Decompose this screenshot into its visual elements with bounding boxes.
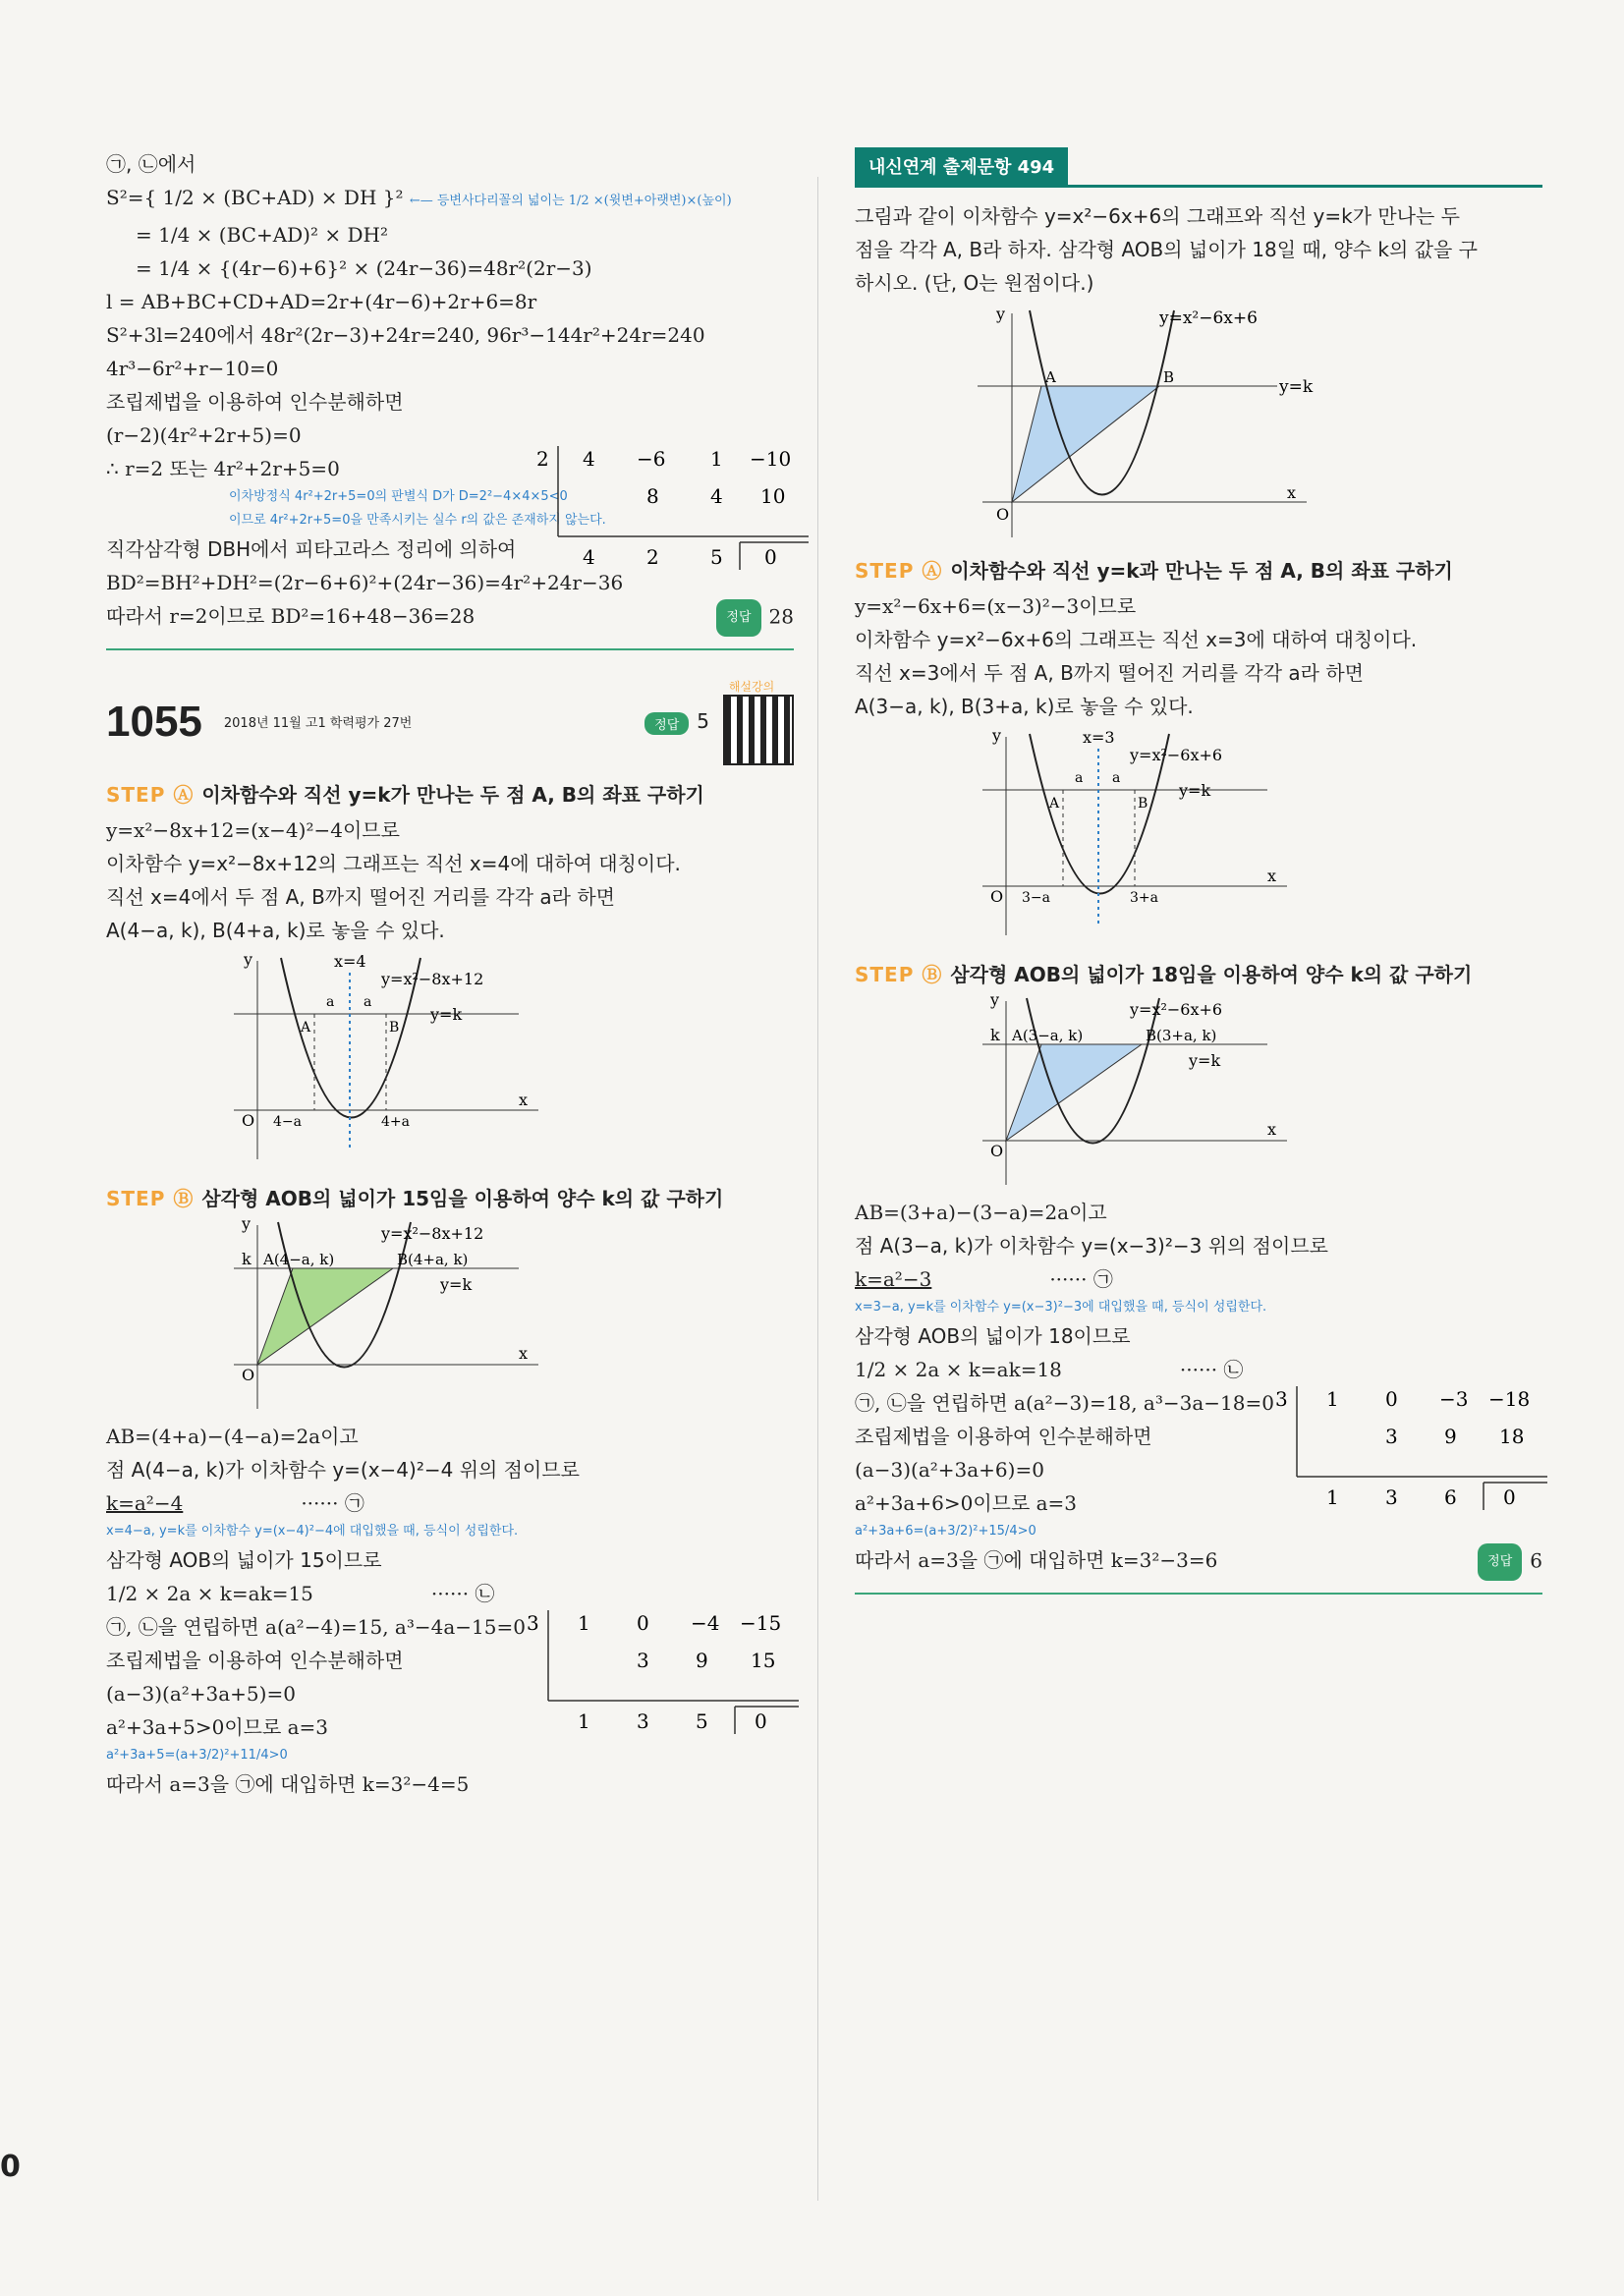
tick-label: 3+a bbox=[1130, 890, 1158, 906]
tick-label: 4+a bbox=[381, 1114, 410, 1130]
graph-symmetry-figure bbox=[224, 953, 548, 1169]
point-a-label: A(3−a, k) bbox=[1012, 1027, 1084, 1044]
step-tag: STEP Ⓑ bbox=[855, 963, 943, 986]
text-line: (r−2)(4r²+2r+5)=0 bbox=[106, 423, 302, 447]
text-line: ㉠, ㉡에서 bbox=[106, 152, 196, 176]
graph-triangle-figure bbox=[224, 1217, 548, 1414]
distance-label: a bbox=[1075, 770, 1084, 786]
line-label: y=k bbox=[430, 1005, 463, 1024]
step-b-heading bbox=[106, 1183, 794, 1211]
cell: 0 bbox=[1385, 1387, 1398, 1411]
origin-label: O bbox=[996, 505, 1010, 524]
text-line: l = AB+BC+CD+AD=2r+(4r−6)+2r+6=8r bbox=[106, 290, 537, 313]
text-line: (a−3)(a²+3a+6)=0 bbox=[855, 1458, 1044, 1482]
answer-badge: 정답 bbox=[1478, 1543, 1522, 1581]
cell: 3 bbox=[1385, 1485, 1398, 1509]
text-line: 점 A(3−a, k)가 이차함수 y=(x−3)²−3 위의 점이므로 bbox=[855, 1234, 1328, 1258]
text-line: 직각삼각형 DBH에서 피타고라스 정리에 의하여 bbox=[106, 537, 517, 561]
synthetic-division-1 bbox=[529, 442, 813, 570]
text-line: ∴ r=2 또는 4r²+2r+5=0 bbox=[106, 457, 340, 480]
cell: 5 bbox=[710, 545, 723, 569]
divisor: 3 bbox=[1275, 1387, 1288, 1411]
tick-label: 4−a bbox=[273, 1114, 302, 1130]
note: a²+3a+5=(a+3/2)²+11/4>0 bbox=[106, 1748, 288, 1763]
text-line: 4r³−6r²+r−10=0 bbox=[106, 357, 279, 380]
line-label: y=k bbox=[440, 1275, 473, 1294]
cell: 3 bbox=[1385, 1425, 1398, 1448]
point-a-label: A bbox=[1045, 368, 1056, 386]
cell: 4 bbox=[710, 484, 723, 508]
axis-label: y bbox=[242, 1217, 252, 1233]
synthetic-division-2 bbox=[519, 1606, 804, 1734]
step-title: 삼각형 AOB의 넓이가 18임을 이용하여 양수 k의 값 구하기 bbox=[950, 963, 1473, 986]
text-line: 조립제법을 이용하여 인수분해하면 bbox=[106, 1649, 404, 1672]
step-title: 이차함수와 직선 y=k가 만나는 두 점 A, B의 좌표 구하기 bbox=[201, 783, 704, 807]
point-a-label: A bbox=[301, 1020, 311, 1036]
cell: 8 bbox=[646, 484, 659, 508]
text-line: y=x²−6x+6=(x−3)²−3이므로 bbox=[855, 594, 1137, 618]
curve-label: y=x²−8x+12 bbox=[381, 1224, 484, 1243]
cell: 3 bbox=[637, 1709, 649, 1733]
step-a-heading bbox=[106, 779, 794, 808]
text-line: 이차함수 y=x²−6x+6의 그래프는 직선 x=3에 대하여 대칭이다. bbox=[855, 628, 1418, 651]
text-line: 직선 x=3에서 두 점 A, B까지 떨어진 거리를 각각 a라 하면 bbox=[855, 661, 1364, 685]
text-line: k=a²−3 ······ ㉠ bbox=[855, 1267, 1113, 1291]
line-label: y=k bbox=[1189, 1051, 1221, 1070]
cell: −4 bbox=[691, 1611, 720, 1635]
text-line: 직선 x=4에서 두 점 A, B까지 떨어진 거리를 각각 a라 하면 bbox=[106, 885, 615, 909]
text-line: 따라서 r=2이므로 BD²=16+48−36=28 정답 28 bbox=[106, 599, 794, 633]
cell: 0 bbox=[764, 545, 777, 569]
line-label: y=k bbox=[1279, 377, 1314, 397]
note: 이므로 4r²+2r+5=0을 만족시키는 실수 r의 값은 존재하지 않는다. bbox=[229, 513, 606, 528]
cell: 0 bbox=[755, 1709, 767, 1733]
text-line: AB=(3+a)−(3−a)=2a이고 bbox=[855, 1201, 1107, 1224]
text-line: k=a²−4 ······ ㉠ bbox=[106, 1491, 364, 1515]
question-line: 하시오. (단, O는 원점이다.) bbox=[855, 271, 1094, 295]
naesin-badge: 내신연계 출제문항 494 bbox=[855, 147, 1068, 185]
text-line: ㉠, ㉡을 연립하면 a(a²−3)=18, a³−3a−18=0 bbox=[855, 1391, 1274, 1415]
cell: 2 bbox=[646, 545, 659, 569]
text-line: ㉠, ㉡을 연립하면 a(a²−4)=15, a³−4a−15=0 bbox=[106, 1615, 526, 1639]
point-b-label: B(4+a, k) bbox=[397, 1251, 469, 1268]
k-label: k bbox=[990, 1026, 1000, 1044]
section-rule bbox=[106, 648, 794, 650]
step-tag: STEP Ⓐ bbox=[106, 783, 195, 807]
text-line: 따라서 a=3을 ㉠에 대입하면 k=3²−3=6 정답 6 bbox=[855, 1543, 1542, 1577]
origin-label: O bbox=[242, 1111, 255, 1130]
axis-label: y bbox=[244, 953, 253, 969]
cell: 0 bbox=[637, 1611, 649, 1635]
text-line: a²+3a+5>0이므로 a=3 bbox=[106, 1715, 329, 1739]
cell: −10 bbox=[750, 447, 792, 471]
answer-badge: 정답 bbox=[716, 599, 760, 637]
text-line: y=x²−8x+12=(x−4)²−4이므로 bbox=[106, 818, 400, 842]
cell: 15 bbox=[751, 1649, 776, 1672]
badge-rule bbox=[855, 185, 1542, 188]
note: x=4−a, y=k를 이차함수 y=(x−4)²−4에 대입했을 때, 등식이 성립한다. bbox=[106, 1524, 519, 1539]
note: a²+3a+6=(a+3/2)²+15/4>0 bbox=[855, 1524, 1036, 1539]
point-b-label: B bbox=[1138, 796, 1148, 812]
question-figure bbox=[973, 306, 1326, 541]
text-line: 따라서 a=3을 ㉠에 대입하면 k=3²−4=5 bbox=[106, 1772, 470, 1796]
qr-lecture[interactable] bbox=[709, 678, 794, 765]
point-b-label: B bbox=[1163, 368, 1175, 386]
cell: 1 bbox=[710, 447, 723, 471]
cell: 1 bbox=[578, 1709, 590, 1733]
curve-label: y=x²−6x+6 bbox=[1159, 308, 1258, 328]
step-tag: STEP Ⓐ bbox=[855, 559, 943, 583]
answer-badge: 정답 bbox=[644, 712, 689, 735]
text-line: BD²=BH²+DH²=(2r−6+6)²+(24r−36)=4r²+24r−36 bbox=[106, 571, 624, 594]
divisor: 3 bbox=[527, 1611, 539, 1635]
step-a-heading bbox=[855, 555, 1542, 584]
cell: −3 bbox=[1439, 1387, 1469, 1411]
cell: 6 bbox=[1444, 1485, 1457, 1509]
graph-symmetry-figure bbox=[973, 729, 1297, 945]
symmetry-label: x=3 bbox=[1083, 729, 1115, 747]
step-title: 삼각형 AOB의 넓이가 15임을 이용하여 양수 k의 값 구하기 bbox=[201, 1187, 724, 1210]
cell: −18 bbox=[1488, 1387, 1531, 1411]
distance-label: a bbox=[1112, 770, 1121, 786]
text-line: = 1/4 × (BC+AD)² × DH² bbox=[136, 223, 388, 247]
text-line: 삼각형 AOB의 넓이가 18이므로 bbox=[855, 1324, 1131, 1348]
text-line: A(3−a, k), B(3+a, k)로 놓을 수 있다. bbox=[855, 695, 1194, 718]
note: 이차방정식 4r²+2r+5=0의 판별식 D가 D=2²−4×4×5<0 bbox=[229, 489, 568, 504]
prev-solution bbox=[106, 147, 794, 633]
cell: 4 bbox=[583, 447, 595, 471]
problem-source: 2018년 11월 고1 학력평가 27번 bbox=[223, 716, 413, 731]
point-b-label: B(3+a, k) bbox=[1146, 1027, 1217, 1044]
right-column bbox=[855, 147, 1542, 1610]
text-line: 조립제법을 이용하여 인수분해하면 bbox=[855, 1425, 1152, 1448]
column-divider bbox=[817, 177, 818, 2201]
problem-header bbox=[106, 678, 794, 765]
axis-label: y bbox=[996, 306, 1006, 323]
cell: 0 bbox=[1503, 1485, 1516, 1509]
axis-label: x bbox=[1287, 483, 1297, 502]
cell: −6 bbox=[637, 447, 666, 471]
axis-label: y bbox=[990, 993, 1000, 1009]
answer: 정답 5 bbox=[644, 709, 709, 735]
qr-code-icon[interactable] bbox=[723, 695, 794, 765]
cell: 9 bbox=[1444, 1425, 1457, 1448]
step-b-solution bbox=[106, 1420, 794, 1801]
answer: 정답 28 bbox=[716, 599, 794, 637]
text-line: 조립제법을 이용하여 인수분해하면 bbox=[106, 390, 404, 414]
text-line: AB=(4+a)−(4−a)=2a이고 bbox=[106, 1425, 359, 1448]
text-line: a²+3a+6>0이므로 a=3 bbox=[855, 1491, 1078, 1515]
cell: 5 bbox=[696, 1709, 708, 1733]
problem-number: 1055 bbox=[106, 697, 202, 746]
origin-label: O bbox=[990, 1142, 1004, 1160]
page-number: 0 bbox=[0, 2150, 21, 2184]
axis-label: x bbox=[519, 1091, 529, 1109]
text-line: 이차함수 y=x²−8x+12의 그래프는 직선 x=4에 대하여 대칭이다. bbox=[106, 852, 681, 875]
point-a-label: A bbox=[1049, 796, 1060, 812]
synthetic-division-3 bbox=[1267, 1382, 1552, 1510]
axis-label: x bbox=[1267, 1120, 1277, 1139]
distance-label: a bbox=[364, 994, 372, 1010]
note: x=3−a, y=k를 이차함수 y=(x−3)²−3에 대입했을 때, 등식이 성립한다. bbox=[855, 1300, 1267, 1315]
cell: 1 bbox=[578, 1611, 590, 1635]
text-line: S²+3l=240에서 48r²(2r−3)+24r=240, 96r³−144r²+24r=240 bbox=[106, 323, 705, 347]
cell: 1 bbox=[1326, 1387, 1339, 1411]
curve-label: y=x²−6x+6 bbox=[1130, 746, 1223, 764]
tick-label: 3−a bbox=[1022, 890, 1050, 906]
cell: 18 bbox=[1499, 1425, 1525, 1448]
formula: S²={ 1/2 × (BC+AD) × DH }² bbox=[106, 186, 404, 209]
step-title: 이차함수와 직선 y=k과 만나는 두 점 A, B의 좌표 구하기 bbox=[950, 559, 1453, 583]
curve-label: y=x²−8x+12 bbox=[381, 970, 484, 988]
cell: 4 bbox=[583, 545, 595, 569]
text-line: 삼각형 AOB의 넓이가 15이므로 bbox=[106, 1548, 382, 1572]
cell: 3 bbox=[637, 1649, 649, 1672]
text-line: A(4−a, k), B(4+a, k)로 놓을 수 있다. bbox=[106, 919, 445, 942]
cell: 10 bbox=[760, 484, 786, 508]
cell: −15 bbox=[740, 1611, 782, 1635]
axis-label: y bbox=[992, 729, 1002, 745]
step-b-heading bbox=[855, 959, 1542, 987]
step-tag: STEP Ⓑ bbox=[106, 1187, 195, 1210]
line-label: y=k bbox=[1179, 781, 1211, 800]
question-line: 그림과 같이 이차함수 y=x²−6x+6의 그래프와 직선 y=k가 만나는 두 bbox=[855, 204, 1461, 228]
divisor: 2 bbox=[536, 447, 549, 471]
text-line: = 1/4 × {(4r−6)+6}² × (24r−36)=48r²(2r−3) bbox=[136, 256, 592, 280]
annotation: ←— 등변사다리꼴의 넓이는 1/2 ×(윗변+아랫변)×(높이) bbox=[409, 194, 732, 208]
section-rule bbox=[855, 1593, 1542, 1595]
axis-label: x bbox=[1267, 867, 1277, 885]
point-b-label: B bbox=[389, 1020, 400, 1036]
step-b-solution bbox=[855, 1196, 1542, 1577]
answer: 정답 6 bbox=[1478, 1543, 1542, 1581]
left-column bbox=[106, 147, 794, 1801]
distance-label: a bbox=[326, 994, 335, 1010]
question-line: 점을 각각 A, B라 하자. 삼각형 AOB의 넓이가 18일 때, 양수 k의 값을 구 bbox=[855, 238, 1478, 261]
origin-label: O bbox=[990, 887, 1004, 906]
k-label: k bbox=[242, 1250, 252, 1268]
text-line bbox=[106, 181, 794, 218]
text-line: 점 A(4−a, k)가 이차함수 y=(x−4)²−4 위의 점이므로 bbox=[106, 1458, 580, 1482]
point-a-label: A(4−a, k) bbox=[263, 1251, 335, 1268]
axis-label: x bbox=[519, 1344, 529, 1363]
cell: 9 bbox=[696, 1649, 708, 1672]
cell: 1 bbox=[1326, 1485, 1339, 1509]
text-line: 1/2 × 2a × k=ak=15 ······ ㉡ bbox=[106, 1582, 495, 1605]
symmetry-label: x=4 bbox=[334, 953, 366, 971]
graph-triangle-figure bbox=[973, 993, 1297, 1190]
qr-label: 해설강의 bbox=[728, 680, 775, 694]
text-line: (a−3)(a²+3a+5)=0 bbox=[106, 1682, 296, 1706]
curve-label: y=x²−6x+6 bbox=[1130, 1000, 1223, 1019]
origin-label: O bbox=[242, 1366, 255, 1384]
text-line: 1/2 × 2a × k=ak=18 ······ ㉡ bbox=[855, 1358, 1244, 1381]
